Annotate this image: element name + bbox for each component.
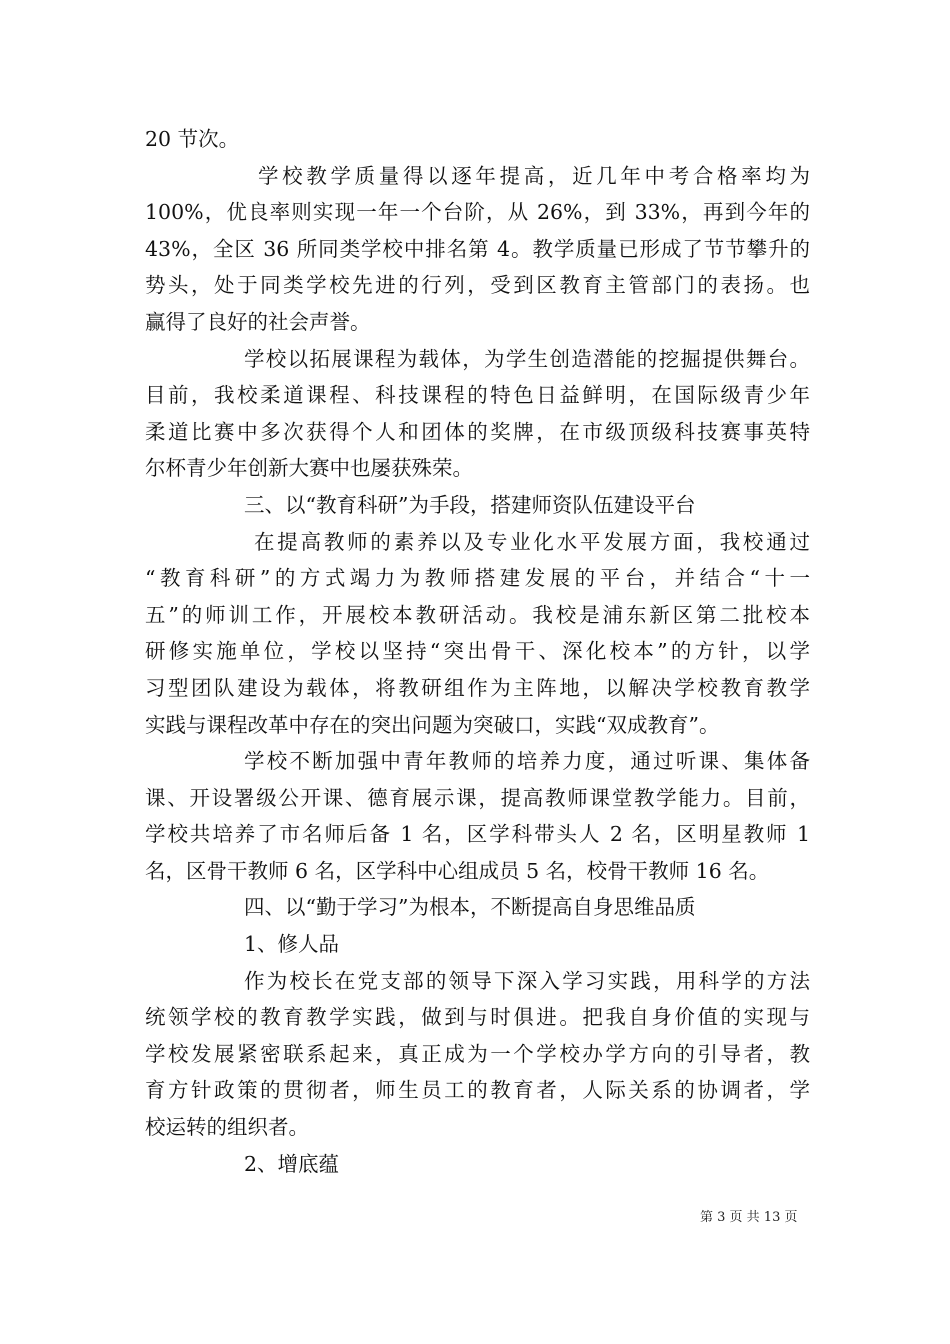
paragraph-line: 学校不断加强中青年教师的培养力度，通过听课、集体备 — [244, 749, 810, 774]
paragraph-line: 柔道比赛中多次获得个人和团体的奖牌，在市级顶级科技赛事英特 — [145, 419, 810, 444]
paragraph-line: 43%，全区 36 所同类学校中排名第 4。教学质量已形成了节节攀升的 — [145, 236, 810, 261]
paragraph-line: 赢得了良好的社会声誉。 — [145, 309, 371, 334]
section-heading: 四、以“勤于学习”为根本，不断提高自身思维品质 — [244, 895, 696, 920]
paragraph-line: 名，区骨干教师 6 名，区学科中心组成员 5 名，校骨干教师 16 名。 — [145, 858, 770, 883]
paragraph-line: 势头，处于同类学校先进的行列，受到区教育主管部门的表扬。也 — [145, 273, 810, 298]
paragraph-line: 目前，我校柔道课程、科技课程的特色日益鲜明，在国际级青少年 — [145, 383, 810, 408]
body-text — [145, 121, 810, 1182]
paragraph-line: 校运转的组织者。 — [145, 1115, 309, 1140]
paragraph-line: 学校发展紧密联系起来，真正成为一个学校办学方向的引导者，教 — [145, 1041, 810, 1066]
paragraph-line: 五”的师训工作，开展校本教研活动。我校是浦东新区第二批校本 — [145, 602, 810, 627]
paragraph-line: 实践与课程改革中存在的突出问题为突破口，实践“双成教育”。 — [145, 712, 720, 737]
subsection-heading: 1、修人品 — [244, 932, 340, 957]
paragraph-line: 研修实施单位，学校以坚持“突出骨干、深化校本”的方针，以学 — [145, 639, 810, 664]
paragraph-line: 课、开设署级公开课、德育展示课，提高教师课堂教学能力。目前， — [145, 785, 810, 810]
subsection-heading: 2、增底蕴 — [244, 1151, 340, 1176]
paragraph-line: 育方针政策的贯彻者，师生员工的教育者，人际关系的协调者，学 — [145, 1078, 810, 1103]
paragraph-line: 20 节次。 — [145, 127, 240, 151]
paragraph-line: 尔杯青少年创新大赛中也屡获殊荣。 — [145, 456, 473, 481]
paragraph-line: 统领学校的教育教学实践，做到与时俱进。把我自身价值的实现与 — [145, 1005, 810, 1030]
section-heading: 三、以“教育科研”为手段，搭建师资队伍建设平台 — [244, 492, 696, 517]
paragraph-line: 在提高教师的素养以及专业化水平发展方面，我校通过 — [254, 529, 810, 554]
paragraph-line: 学校以拓展课程为载体，为学生创造潜能的挖掘提供舞台。 — [244, 346, 810, 371]
paragraph-line: 作为校长在党支部的领导下深入学习实践，用科学的方法 — [244, 968, 810, 993]
paragraph-line: 习型团队建设为载体，将教研组作为主阵地，以解决学校教育教学 — [145, 675, 810, 700]
paragraph-line: “教育科研”的方式竭力为教师搭建发展的平台，并结合“十一 — [145, 566, 810, 591]
paragraph-line: 学校共培养了市名师后备 1 名，区学科带头人 2 名，区明星教师 1 — [145, 822, 810, 847]
page-number-footer: 第 3 页 共 13 页 — [700, 1210, 798, 1225]
paragraph-line: 学校教学质量得以逐年提高，近几年中考合格率均为 — [258, 163, 810, 188]
paragraph-line: 100%，优良率则实现一年一个台阶，从 26%，到 33%，再到今年的 — [145, 200, 810, 225]
